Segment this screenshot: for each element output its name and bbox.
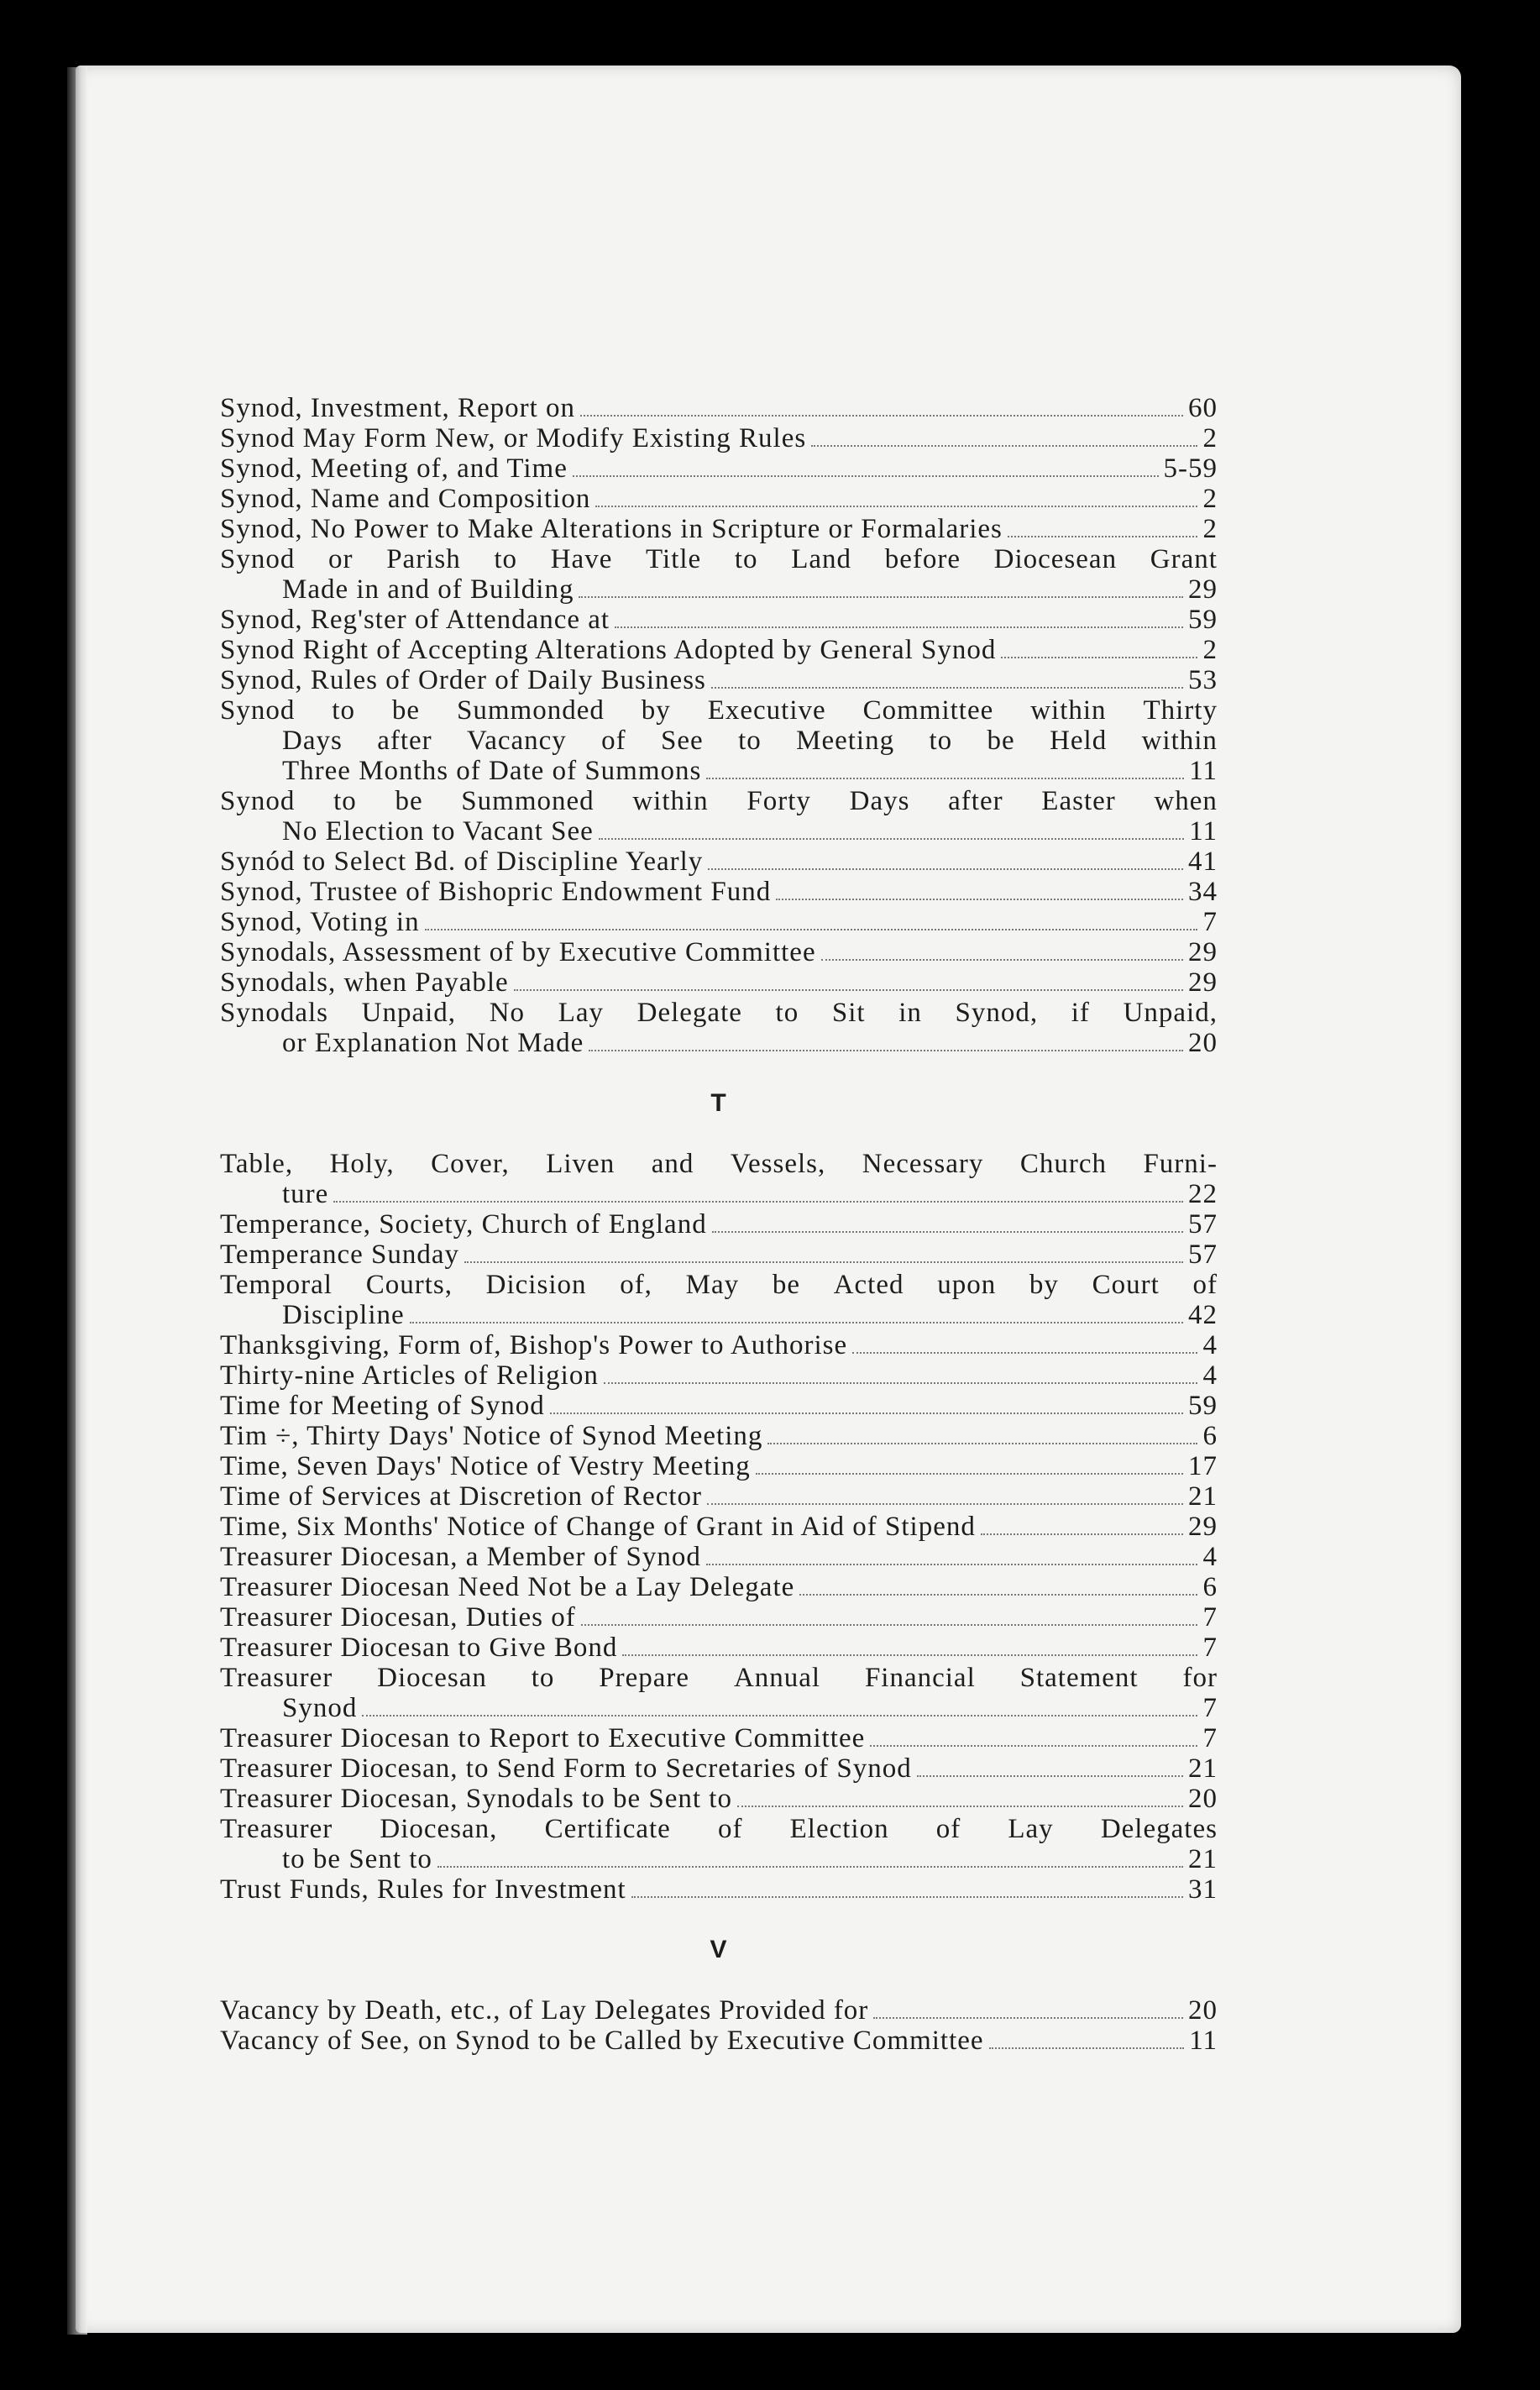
word: Statement	[1019, 1663, 1139, 1693]
entry-text: Time, Six Months' Notice of Change of Grant in Aid of Stipend	[220, 1512, 976, 1542]
word: within	[1141, 726, 1218, 756]
word: Grant	[1150, 544, 1218, 574]
dot-leader	[708, 868, 1183, 870]
dot-leader	[410, 1322, 1183, 1323]
dot-leader	[711, 687, 1183, 689]
index-entry	[220, 1421, 1218, 1451]
index-entry	[220, 544, 1218, 605]
entry-text: Vacancy of See, on Synod to be Called by Executive Committee	[220, 2026, 984, 2056]
page-number: 4	[1202, 1330, 1218, 1360]
word: Treasurer	[220, 1663, 333, 1693]
page-number: 7	[1202, 1602, 1218, 1633]
entry-line	[220, 544, 1218, 574]
page-number: 17	[1188, 1451, 1218, 1481]
word: to	[929, 726, 953, 756]
dot-leader	[707, 1503, 1183, 1505]
page-number: 42	[1188, 1300, 1218, 1330]
index-entry	[220, 1481, 1218, 1512]
dot-leader	[589, 1050, 1183, 1051]
page-number: 29	[1188, 574, 1218, 605]
word: and	[651, 1149, 694, 1179]
index-entry	[220, 967, 1218, 998]
page-number: 21	[1188, 1753, 1218, 1784]
index-entry	[220, 846, 1218, 877]
word: Sit	[831, 998, 866, 1028]
word: Holy,	[329, 1149, 395, 1179]
word: Summoned	[461, 786, 595, 816]
word: of	[935, 1814, 961, 1844]
entry-text: Treasurer Diocesan Need Not be a Lay Delegate	[220, 1572, 795, 1602]
entry-line	[220, 695, 1218, 726]
word: Acted	[833, 1270, 904, 1300]
index-entry	[220, 695, 1218, 786]
word: by	[641, 695, 671, 726]
page-number: 11	[1189, 2026, 1218, 2056]
page-number: 21	[1188, 1844, 1218, 1874]
page-number: 20	[1188, 1784, 1218, 1814]
entry-text: Treasurer Diocesan, to Send Form to Secretaries of Synod	[220, 1753, 912, 1784]
index-entry	[220, 1451, 1218, 1481]
word: Committee	[862, 695, 994, 726]
entry-text: Synod, Investment, Report on	[220, 393, 576, 423]
dot-leader	[615, 626, 1183, 628]
dot-leader	[581, 1624, 1197, 1626]
word: of	[717, 1814, 743, 1844]
word: be	[395, 786, 423, 816]
entry-text: Synód to Select Bd. of Discipline Yearly	[220, 846, 704, 877]
index-entry	[220, 484, 1218, 514]
entry-text: Synod, Voting in	[220, 907, 420, 937]
entry-text: Synodals, Assessment of by Executive Committee	[220, 937, 816, 967]
index-entry	[220, 1723, 1218, 1753]
entry-text: Treasurer Diocesan, Synodals to be Sent to	[220, 1784, 732, 1814]
entry-text: Treasurer Diocesan, a Member of Synod	[220, 1542, 701, 1572]
index-entry	[220, 1149, 1218, 1209]
word: when	[1154, 786, 1218, 816]
page-number: 29	[1188, 1512, 1218, 1542]
index-entry	[220, 937, 1218, 967]
page-number: 6	[1202, 1421, 1218, 1451]
dot-leader	[425, 929, 1197, 930]
index-listing	[220, 393, 1218, 2056]
entry-line	[220, 1149, 1218, 1179]
page-number: 7	[1202, 907, 1218, 937]
page-number: 57	[1188, 1209, 1218, 1240]
word: before	[884, 544, 961, 574]
word: upon	[937, 1270, 997, 1300]
index-entry	[220, 907, 1218, 937]
word: Annual	[733, 1663, 821, 1693]
word: Thirty	[1143, 695, 1218, 726]
section-heading: V	[710, 1936, 728, 1963]
entry-text: Temperance, Society, Church of England	[220, 1209, 707, 1240]
entry-text: Synod	[282, 1693, 358, 1723]
word: Synod	[220, 786, 296, 816]
index-entry	[220, 1633, 1218, 1663]
word: after	[377, 726, 432, 756]
word: No	[489, 998, 526, 1028]
dot-leader	[917, 1775, 1183, 1777]
dot-leader	[437, 1866, 1183, 1868]
word: Delegates	[1100, 1814, 1218, 1844]
index-entry	[220, 453, 1218, 484]
page-number: 29	[1188, 967, 1218, 998]
index-entry	[220, 514, 1218, 544]
entry-text: Trust Funds, Rules for Investment	[220, 1874, 626, 1905]
index-entry	[220, 1602, 1218, 1633]
word: Unpaid,	[361, 998, 457, 1028]
page-number: 41	[1188, 846, 1218, 877]
word: be	[772, 1270, 800, 1300]
index-entry	[220, 1209, 1218, 1240]
word: Days	[282, 726, 343, 756]
page-number: 20	[1188, 1995, 1218, 2026]
word: Table,	[220, 1149, 294, 1179]
entry-text: Synod, Rules of Order of Daily Business	[220, 665, 706, 695]
entry-text: Temperance Sunday	[220, 1240, 459, 1270]
entry-text: Three Months of Date of Summons	[282, 756, 702, 786]
word: Treasurer	[220, 1814, 333, 1844]
word: to	[531, 1663, 555, 1693]
entry-text: ture	[282, 1179, 329, 1209]
page-number: 11	[1189, 816, 1218, 846]
dot-leader	[756, 1473, 1183, 1475]
word: to	[494, 544, 518, 574]
dot-leader	[852, 1352, 1197, 1354]
word: Court	[1092, 1270, 1160, 1300]
word: after	[948, 786, 1003, 816]
index-entry	[220, 1512, 1218, 1542]
index-entry	[220, 1663, 1218, 1723]
dot-leader	[550, 1413, 1183, 1414]
dot-leader	[464, 1261, 1183, 1263]
page-number: 2	[1202, 635, 1218, 665]
word: be	[987, 726, 1015, 756]
index-entry	[220, 605, 1218, 635]
word: May	[685, 1270, 740, 1300]
word: Unpaid,	[1123, 998, 1218, 1028]
word: Delegate	[636, 998, 742, 1028]
index-entry	[220, 1330, 1218, 1360]
word: Executive	[707, 695, 826, 726]
index-entry	[220, 1542, 1218, 1572]
entry-text: Synod Right of Accepting Alterations Adopted by General Synod	[220, 635, 997, 665]
entry-text: Made in and of Building	[282, 574, 574, 605]
page-number: 2	[1202, 484, 1218, 514]
word: Diocesan,	[380, 1814, 498, 1844]
page-number: 59	[1188, 605, 1218, 635]
dot-leader	[573, 475, 1159, 477]
word: Cover,	[431, 1149, 510, 1179]
dot-leader	[870, 1745, 1197, 1747]
word: Temporal	[220, 1270, 333, 1300]
entry-text: Treasurer Diocesan, Duties of	[220, 1602, 576, 1633]
entry-text: Synodals, when Payable	[220, 967, 509, 998]
word: Liven	[546, 1149, 615, 1179]
dot-leader	[631, 1896, 1183, 1898]
word: Forty	[746, 786, 811, 816]
word: Synod,	[955, 998, 1039, 1028]
word: for	[1182, 1663, 1218, 1693]
word: Synod	[220, 544, 296, 574]
index-entry	[220, 1391, 1218, 1421]
entry-text: Tim ÷, Thirty Days' Notice of Synod Meeting	[220, 1421, 763, 1451]
word: See	[661, 726, 704, 756]
word: in	[898, 998, 922, 1028]
dot-leader	[737, 1806, 1183, 1807]
word: be	[391, 695, 421, 726]
page-number: 7	[1202, 1693, 1218, 1723]
word: to	[775, 998, 799, 1028]
word: Summonded	[457, 695, 605, 726]
page-number: 21	[1188, 1481, 1218, 1512]
word: Meeting	[796, 726, 895, 756]
entry-text: Time for Meeting of Synod	[220, 1391, 545, 1421]
page-number: 2	[1202, 423, 1218, 453]
entry-text: Synod, Name and Composition	[220, 484, 591, 514]
dot-leader	[1001, 657, 1197, 658]
index-entry	[220, 1784, 1218, 1814]
word: or	[328, 544, 354, 574]
page-number: 29	[1188, 937, 1218, 967]
word: Certificate	[544, 1814, 671, 1844]
word: of,	[620, 1270, 652, 1300]
dot-leader	[981, 1533, 1183, 1535]
word: Diocesan	[377, 1663, 487, 1693]
word: to	[333, 786, 357, 816]
dot-leader	[333, 1201, 1183, 1203]
word: to	[738, 726, 762, 756]
word: Necessary	[862, 1149, 984, 1179]
page-number: 22	[1188, 1179, 1218, 1209]
index-entry	[220, 1874, 1218, 1905]
dot-leader	[776, 899, 1183, 900]
word: Election	[789, 1814, 889, 1844]
word: Church	[1019, 1149, 1107, 1179]
index-entry	[220, 1572, 1218, 1602]
dot-leader	[599, 838, 1184, 840]
word: Synod	[220, 695, 296, 726]
dot-leader	[514, 989, 1183, 991]
entry-line	[220, 1814, 1218, 1844]
index-entry	[220, 2026, 1218, 2056]
dot-leader	[811, 445, 1197, 447]
word: Vacancy	[467, 726, 567, 756]
index-entry	[220, 1995, 1218, 2026]
dot-leader	[799, 1594, 1197, 1596]
page-number: 31	[1188, 1874, 1218, 1905]
word: Have	[550, 544, 613, 574]
word: Lay	[558, 998, 604, 1028]
word: within	[1030, 695, 1107, 726]
index-entry	[220, 1360, 1218, 1391]
index-entry	[220, 1753, 1218, 1784]
word: Lay	[1008, 1814, 1054, 1844]
dot-leader	[580, 415, 1183, 417]
page-number: 5-59	[1163, 453, 1218, 484]
word: Title	[646, 544, 702, 574]
word: of	[1192, 1270, 1218, 1300]
page-number: 7	[1202, 1723, 1218, 1753]
page-number: 60	[1188, 393, 1218, 423]
entry-text: Discipline	[282, 1300, 405, 1330]
index-entry	[220, 665, 1218, 695]
word: Financial	[864, 1663, 976, 1693]
dot-leader	[989, 2047, 1185, 2049]
page-number: 20	[1188, 1028, 1218, 1058]
word: Courts,	[365, 1270, 453, 1300]
word: Furni-	[1143, 1149, 1218, 1179]
word: Prepare	[599, 1663, 690, 1693]
word: to	[734, 544, 758, 574]
dot-leader	[706, 1564, 1197, 1565]
index-entry	[220, 635, 1218, 665]
dot-leader	[767, 1443, 1197, 1444]
page-number: 11	[1189, 756, 1218, 786]
index-entry	[220, 877, 1218, 907]
entry-line	[220, 998, 1218, 1028]
entry-text: Synod, Trustee of Bishopric Endowment Fund	[220, 877, 772, 907]
page-number: 6	[1202, 1572, 1218, 1602]
section-heading: T	[710, 1089, 727, 1117]
word: if	[1071, 998, 1090, 1028]
entry-text: Treasurer Diocesan to Give Bond	[220, 1633, 618, 1663]
index-entry	[220, 1240, 1218, 1270]
entry-text: Thirty-nine Articles of Religion	[220, 1360, 599, 1391]
dot-leader	[873, 2017, 1183, 2019]
entry-text: Time, Seven Days' Notice of Vestry Meeting	[220, 1451, 751, 1481]
word: Dicision	[485, 1270, 587, 1300]
entry-text: or Explanation Not Made	[282, 1028, 584, 1058]
word: of	[601, 726, 626, 756]
dot-leader	[821, 959, 1183, 961]
entry-text: Vacancy by Death, etc., of Lay Delegates Provided for	[220, 1995, 869, 2026]
index-entry	[220, 1270, 1218, 1330]
dot-leader	[1008, 536, 1197, 537]
word: Parish	[386, 544, 461, 574]
entry-text: Synod, Meeting of, and Time	[220, 453, 568, 484]
word: within	[632, 786, 709, 816]
entry-text: No Election to Vacant See	[282, 816, 594, 846]
dot-leader	[706, 778, 1184, 779]
entry-line	[220, 1663, 1218, 1693]
dot-leader	[579, 596, 1183, 598]
word: by	[1029, 1270, 1059, 1300]
word: Held	[1050, 726, 1108, 756]
index-entry	[220, 1814, 1218, 1874]
entry-text: Time of Services at Discretion of Rector	[220, 1481, 702, 1512]
page-number: 53	[1188, 665, 1218, 695]
word: Land	[791, 544, 852, 574]
entry-line	[220, 786, 1218, 816]
dot-leader	[595, 506, 1197, 507]
page-number: 4	[1202, 1360, 1218, 1391]
index-entry	[220, 393, 1218, 423]
page-binding-edge	[67, 67, 87, 2335]
word: Synodals	[220, 998, 329, 1028]
entry-text: Synod May Form New, or Modify Existing Rules	[220, 423, 807, 453]
word: Diocesean	[993, 544, 1118, 574]
dot-leader	[712, 1231, 1183, 1233]
entry-text: Synod, Reg'ster of Attendance at	[220, 605, 610, 635]
page-number: 59	[1188, 1391, 1218, 1421]
dot-leader	[604, 1382, 1197, 1384]
entry-text: Treasurer Diocesan to Report to Executive Committee	[220, 1723, 866, 1753]
word: to	[332, 695, 355, 726]
index-entry	[220, 786, 1218, 846]
dot-leader	[622, 1654, 1197, 1656]
word: Easter	[1041, 786, 1116, 816]
page-number: 57	[1188, 1240, 1218, 1270]
page-number: 2	[1202, 514, 1218, 544]
entry-text: Thanksgiving, Form of, Bishop's Power to Authorise	[220, 1330, 848, 1360]
word: Vessels,	[730, 1149, 826, 1179]
word: Days	[849, 786, 910, 816]
index-entry	[220, 998, 1218, 1058]
page-number: 4	[1202, 1542, 1218, 1572]
entry-line	[220, 726, 1218, 756]
page-number: 34	[1188, 877, 1218, 907]
dot-leader	[362, 1715, 1197, 1717]
entry-line	[220, 1270, 1218, 1300]
entry-text: Synod, No Power to Make Alterations in Scripture or Formalaries	[220, 514, 1003, 544]
page-number: 7	[1202, 1633, 1218, 1663]
index-entry	[220, 423, 1218, 453]
entry-text: to be Sent to	[282, 1844, 432, 1874]
